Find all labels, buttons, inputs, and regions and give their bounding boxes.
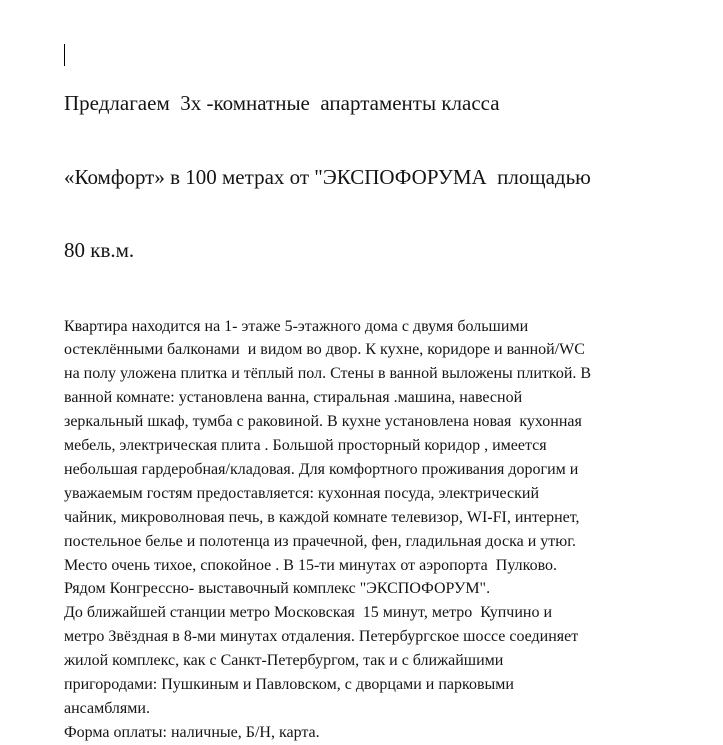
body-line: До ближайшей станции метро Московская 15 минут, метро Купчино и xyxy=(64,604,553,622)
body-line: остеклёнными балконами и видом во двор. К кухне, коридоре и ванной/WC xyxy=(64,341,585,359)
title-line: «Комфорт» в 100 метрах от "ЭКСПОФОРУМА площадью xyxy=(64,164,591,189)
body-line: на полу уложена плитка и тёплый пол. Стены в ванной выложены плиткой. В xyxy=(64,365,592,383)
body-line: постельное белье и полотенца из прачечной, фен, гладильная доска и утюг. xyxy=(64,532,576,550)
body-line: зеркальный шкаф, тумба с раковиной. В кухне установлена новая кухонная xyxy=(64,413,582,431)
body-line: небольшая гардеробная/кладовая. Для комфортного проживания дорогим и xyxy=(64,460,579,478)
listing-title xyxy=(64,42,709,312)
document-page xyxy=(64,42,709,745)
body-line: Квартира находится на 1- этаже 5-этажного дома с двумя большими xyxy=(64,317,529,335)
body-line: мебель, электрическая плита . Большой просторный коридор , имеется xyxy=(64,437,547,455)
body-line: метро Звёздная в 8-ми минутах отдаления. Петербургское шоссе соединяет xyxy=(64,628,579,646)
body-line: ванной комнате: установлена ванна, стиральная .машина, навесной xyxy=(64,389,523,407)
listing-description xyxy=(64,315,709,745)
title-line: 80 кв.м. xyxy=(64,238,135,262)
body-line: Рядом Конгрессно- выставочный комплекс "ЭКСПОФОРУМ". xyxy=(64,580,491,598)
body-line: Место очень тихое, спокойное . В 15-ти минутах от аэропорта Пулково. xyxy=(64,556,558,574)
body-line: жилой комплекс, как с Санкт-Петербургом, так и с ближайшими xyxy=(64,652,504,670)
body-line: чайник, микроволновая печь, в каждой комнате телевизор, WI-FI, интернет, xyxy=(64,508,580,526)
payment-line: Форма оплаты: наличные, Б/Н, карта. xyxy=(64,723,320,741)
body-line: пригородами: Пушкиным и Павловском, с дворцами и парковыми xyxy=(64,676,514,694)
body-line: ансамблями. xyxy=(64,700,150,717)
body-line: уважаемым гостям предоставляется: кухонная посуда, электрический xyxy=(64,484,540,502)
title-line: Предлагаем 3х -комнатные апартаменты класса xyxy=(64,91,500,115)
